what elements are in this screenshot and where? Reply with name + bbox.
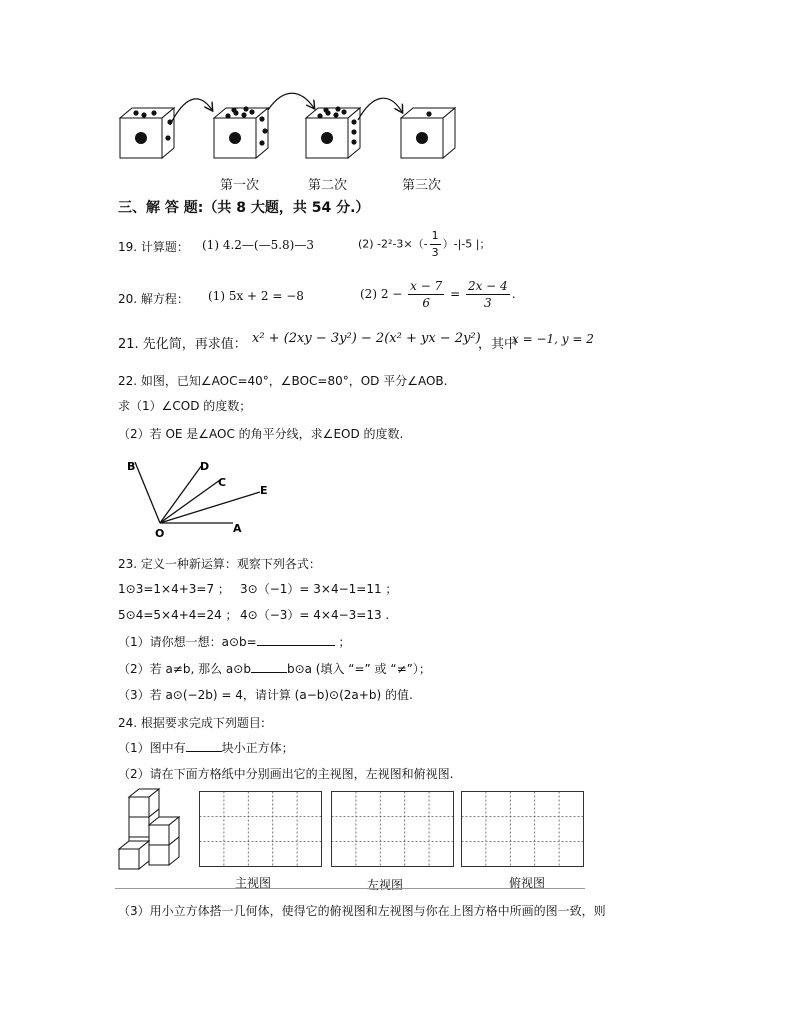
q19-part2: (2) -2²-3×（- $\frac{1}{3}$ ）-|-5 |； xyxy=(358,229,491,259)
point-C: C xyxy=(218,476,227,489)
q20-label: 20. 解方程： xyxy=(118,292,189,306)
die-2 xyxy=(214,106,268,158)
point-D: D xyxy=(200,460,210,473)
point-B: B xyxy=(127,460,136,473)
q20-part2: (2) 2 − $\frac{x - 7}{6}$ = $\frac{2x - 4}{3}$ . xyxy=(360,279,516,310)
dice-label-3: 第三次 xyxy=(402,178,442,193)
point-O: O xyxy=(155,527,165,540)
q24-sub2: （2）请在下面方格纸中分别画出它的主视图，左视图和俯视图. xyxy=(118,767,454,781)
q23-line1: 23. 定义一种新运算：观察下列各式： xyxy=(118,557,321,571)
q21-mid: ，其中 xyxy=(478,337,518,352)
die-1 xyxy=(120,108,174,158)
answer-blank[interactable] xyxy=(186,739,222,752)
angle-diagram xyxy=(115,450,315,550)
cube-stack xyxy=(115,787,195,887)
die-4 xyxy=(401,108,455,158)
q23-example-4: 4⊙（−3）= 4×4−3=13 . xyxy=(240,608,390,622)
q23-example-3: 5⊙4=5×4+4=24 ； xyxy=(118,608,238,622)
dice-figure xyxy=(0,0,794,200)
q21-label: 21. 先化简，再求值： xyxy=(118,337,247,352)
q19-part1: (1) 4.2—(—5.8)—3 xyxy=(202,238,314,252)
grid-main-view[interactable] xyxy=(199,791,323,868)
dice-label-1: 第一次 xyxy=(220,178,260,193)
q24-line1: 24. 根据要求完成下列题目: xyxy=(118,716,265,730)
q22-line3: （2）若 OE 是∠AOC 的角平分线，求∠EOD 的度数. xyxy=(118,427,404,441)
q23-sub2: （2）若 a≠b, 那么 a⊙b b⊙a (填入 “=” 或 “≠”）； xyxy=(118,662,431,676)
grid-caption-left: 左视图 xyxy=(367,878,404,892)
answer-blank[interactable] xyxy=(257,633,335,646)
section-title: 三、解 答 题:（共 8 大题，共 54 分.） xyxy=(118,200,370,216)
grid-top-view[interactable] xyxy=(461,791,585,868)
point-A: A xyxy=(233,522,242,535)
q23-sub3: （3）若 a⊙(−2b) = 4，请计算 (a−b)⊙(2a+b) 的值. xyxy=(118,688,413,702)
q22-line2: 求（1）∠COD 的度数； xyxy=(118,399,252,413)
grid-caption-main: 主视图 xyxy=(235,876,272,890)
figure-baseline xyxy=(115,888,585,889)
answer-blank[interactable] xyxy=(251,660,287,673)
dice-label-2: 第二次 xyxy=(308,178,348,193)
q19-label: 19. 计算题： xyxy=(118,240,189,254)
q23-example-1: 1⊙3=1×4+3=7 ； xyxy=(118,582,230,596)
q21-expression: x² + (2xy − 3y²) − 2(x² + yx − 2y²) xyxy=(252,331,481,346)
q22-line1: 22. 如图，已知∠AOC=40°，∠BOC=80°，OD 平分∠AOB. xyxy=(118,374,448,388)
q23-example-2: 3⊙（−1）= 3×4−1=11 ； xyxy=(240,582,398,596)
q24-sub3: （3）用小立方体搭一几何体，使得它的俯视图和左视图与你在上图方格中所画的图一致，则 xyxy=(118,904,606,918)
point-E: E xyxy=(260,484,268,497)
grid-left-view[interactable] xyxy=(331,791,455,868)
die-3 xyxy=(306,106,360,158)
q24-sub1: （1）图中有 块小正方体； xyxy=(118,741,294,755)
grid-caption-top: 俯视图 xyxy=(509,876,546,890)
q21-condition: x = −1, y = 2 xyxy=(512,332,594,346)
q20-part1: (1) 5x + 2 = −8 xyxy=(208,289,304,303)
q23-sub1: （1）请你想一想：a⊙b= ； xyxy=(118,635,351,649)
